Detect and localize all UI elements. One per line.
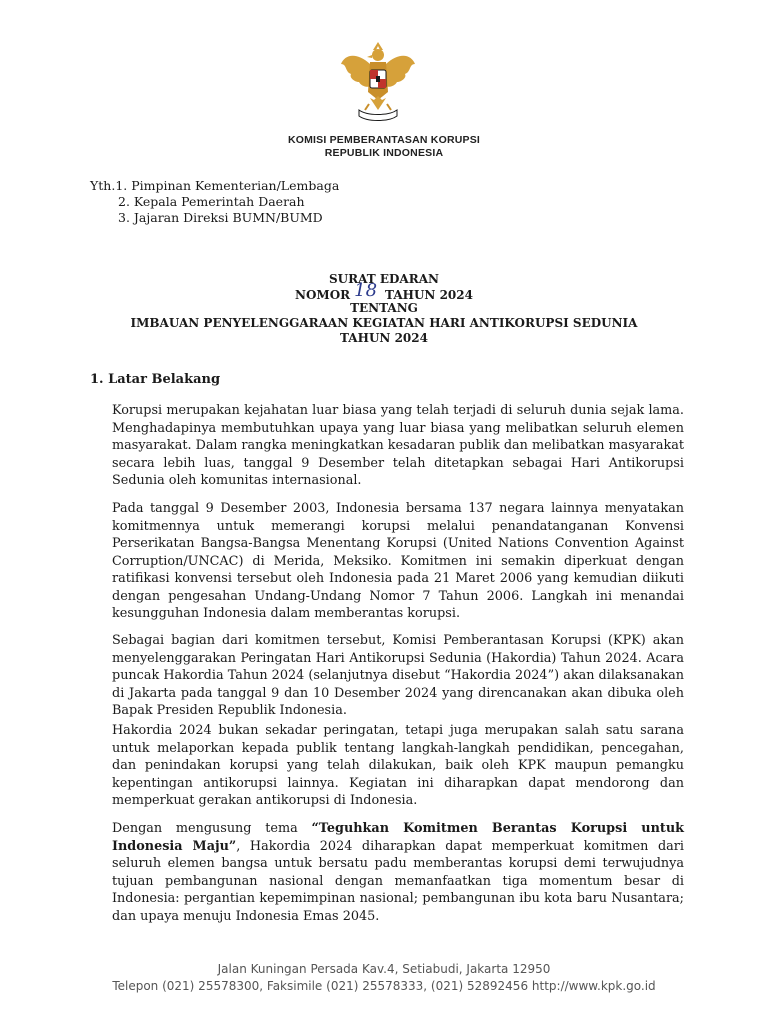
document-subject: IMBAUAN PENYELENGGARAAN KEGIATAN HARI ANTIKORUPSI SEDUNIA (130, 316, 638, 330)
paragraph: Pada tanggal 9 Desember 2003, Indonesia bersama 137 negara lainnya menyatakan komitmennya untuk memerangi korupsi melalui penandatanganan Konvensi Perserikatan Bangsa-Bangsa Menentang Korupsi (United Nations Convention Against Corruption/UNCAC) di Merida, Meksiko. Komitmen ini semakin diperkuat dengan ratifikasi konvensi tersebut oleh Indonesia pada 21 Maret 2006 yang kemudian diikuti dengan pengesahan Undang-Undang Nomor 7 Tahun 2006. Langkah ini menandai kesungguhan Indonesia dalam memberantas korupsi. (112, 501, 684, 621)
section-heading: 1. Latar Belakang (90, 372, 221, 387)
paragraph (112, 820, 684, 925)
paragraph-rest: , Hakordia 2024 diharapkan dapat memperkuat komitmen dari seluruh elemen bangsa untuk bersatu padu memberantas korupsi demi terwujudnya tujuan pembangunan nasional dengan memanfaatkan tiga momentum besar di Indonesia: pergantian kepemimpinan nasional; pembangunan ibu kota baru Nusantara; dan upaya menuju Indonesia Emas 2045. (112, 838, 684, 924)
recipients-block (90, 178, 339, 226)
document-type: SURAT EDARAN (329, 272, 439, 286)
paragraph-lead: Dengan mengusung tema (112, 821, 312, 836)
agency-name: KOMISI PEMBERANTASAN KORUPSI (287, 134, 481, 146)
footer-address: Jalan Kuningan Persada Kav.4, Setiabudi, Jakarta 12950 (217, 962, 551, 976)
recipient-item: 3. Jajaran Direksi BUMN/BUMD (118, 210, 323, 225)
handwritten-number: 18 (354, 280, 378, 301)
recipients-prefix: Yth. (90, 178, 116, 193)
document-about: TENTANG (350, 301, 418, 315)
recipient-item: 2. Kepala Pemerintah Daerah (118, 194, 305, 209)
recipient-item: 1. Pimpinan Kementerian/Lembaga (115, 178, 340, 193)
number-label: NOMOR (295, 288, 351, 302)
paragraph: Hakordia 2024 bukan sekadar peringatan, tetapi juga merupakan salah satu sarana untuk melaporkan kepada publik tentang langkah-langkah pendidikan, pencegahan, dan penindakan korupsi yang telah dilakukan, baik oleh KPK maupun pemangku kepentingan antikorupsi lainnya. Kegiatan ini diharapkan dapat mendorong dan memperkuat gerakan antikorupsi di Indonesia. (112, 723, 684, 808)
paragraph: Sebagai bagian dari komitmen tersebut, Komisi Pemberantasan Korupsi (KPK) akan menyelenggarakan Peringatan Hari Antikorupsi Sedunia (Hakordia) Tahun 2024. Acara puncak Hakordia Tahun 2024 (selanjutnya disebut “Hakordia 2024”) akan dilaksanakan di Jakarta pada tanggal 9 dan 10 Desember 2024 yang direncanakan akan dibuka oleh Bapak Presiden Republik Indonesia. (112, 633, 684, 718)
number-year: TAHUN 2024 (385, 288, 473, 302)
theme-text: “Teguhkan Komitmen Berantas Korupsi untuk Indonesia Maju” (112, 821, 684, 854)
document-subject-year: TAHUN 2024 (340, 331, 428, 345)
paragraph: Korupsi merupakan kejahatan luar biasa yang telah terjadi di seluruh dunia sejak lama. Menghadapinya membutuhkan upaya yang luar biasa yang melibatkan seluruh elemen masyarakat. Dalam rangka meningkatkan kesadaran publik dan melibatkan masyarakat secara lebih luas, tanggal 9 Desember telah ditetapkan sebagai Hari Antikorupsi Sedunia oleh komunitas internasional. (112, 403, 684, 488)
agency-country: REPUBLIK INDONESIA (324, 147, 444, 159)
garuda-pancasila-icon (337, 38, 419, 124)
footer-contact: Telepon (021) 25578300, Faksimile (021) 25578333, (021) 52892456 http://www.kpk.go.id (112, 979, 656, 993)
